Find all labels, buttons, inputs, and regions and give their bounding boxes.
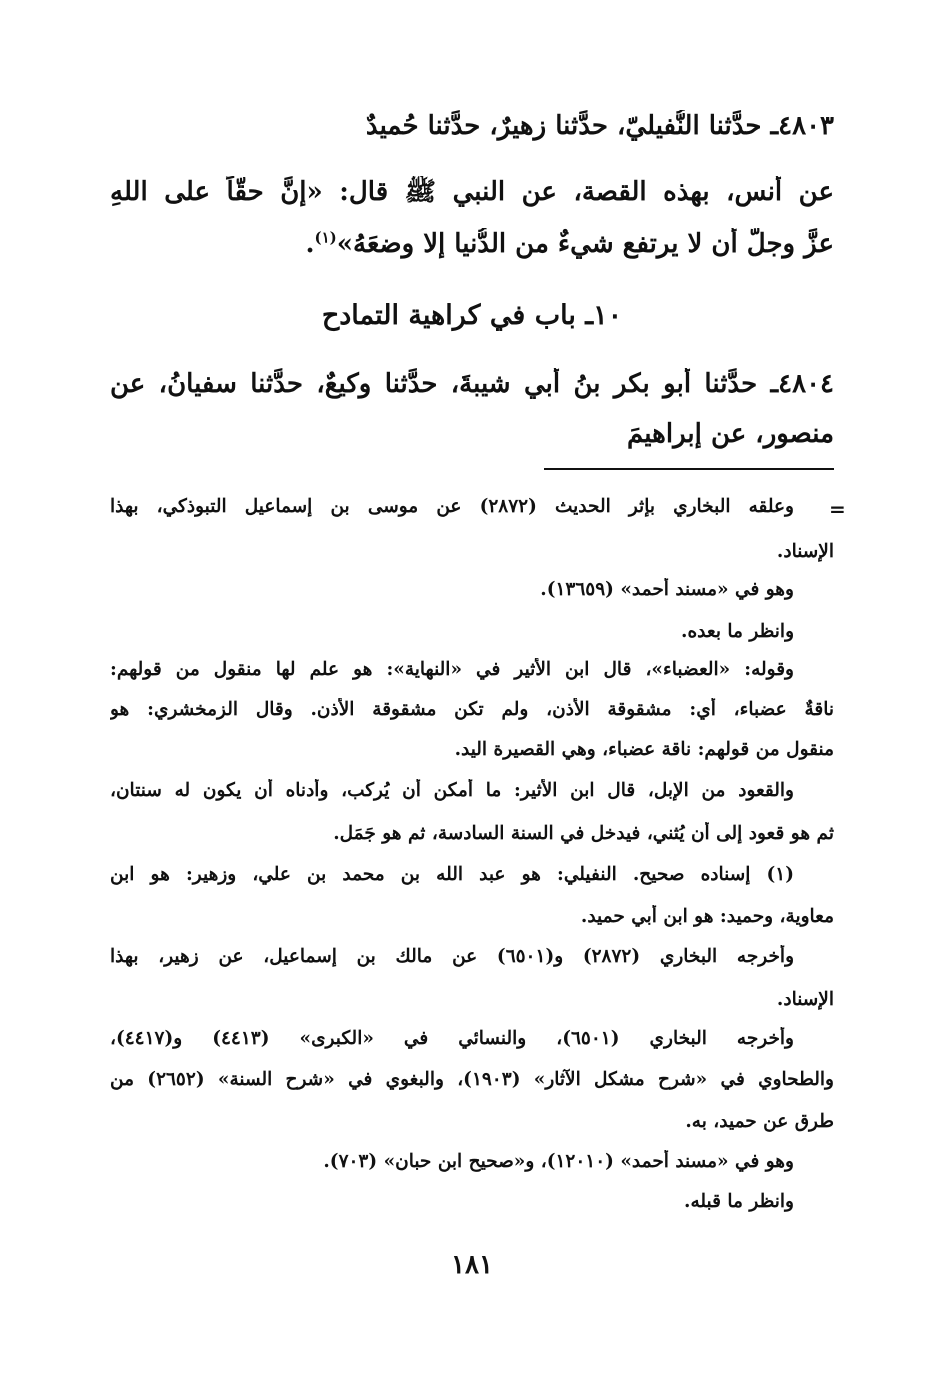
footnote-line: (١) إسناده صحيح. النفيلي: هو عبد الله بن محمد بن علي، وزهير: هو ابن <box>110 864 794 885</box>
chapter-heading: ١٠ـ باب في كراهية التمادح <box>321 300 623 331</box>
footnote-line: والقعود من الإبل، قال ابن الأثير: ما أمكن أن يُركب، وأدناه أن يكون له سنتان، <box>110 780 794 801</box>
continuation-mark: = <box>829 497 846 521</box>
hadith-4804-line-1: ٤٨٠٤ـ حدَّثنا أبو بكر بنُ أبي شيبةَ، حدَّثنا وكيعٌ، حدَّثنا سفيانُ، عن <box>110 369 834 399</box>
footnote-line: ثم هو قعود إلى أن يُثني، فيدخل في السنة السادسة، ثم هو جَمَل. <box>333 823 834 844</box>
hadith-4803-line-2: عن أنس، بهذه القصة، عن النبي ﷺ قال: «إنَّ حقّاً على اللهِ <box>110 177 834 207</box>
footnote-line: وانظر ما قبله. <box>684 1191 794 1212</box>
footnote-line: وانظر ما بعده. <box>681 621 794 642</box>
footnote-line: معاوية، وحميد: هو ابن أبي حميد. <box>580 906 834 927</box>
footnote-line: منقول من قولهم: ناقة عضباء، وهي القصيرة اليد. <box>454 739 834 760</box>
footnote-marker-1: (١) <box>314 228 337 247</box>
footnote-line: الإسناد. <box>776 541 834 562</box>
footnote-line: طرق عن حميد، به. <box>685 1111 834 1132</box>
footnote-line: وقوله: «العضباء»، قال ابن الأثير في «النهاية»: هو علم لها منقول من قولهم: <box>110 659 794 680</box>
footnote-separator <box>544 468 834 470</box>
footnote-line: وأخرجه البخاري (٦٥٠١)، والنسائي في «الكبرى» (٤٤١٣) و(٤٤١٧)، <box>110 1028 794 1049</box>
footnote-line: والطحاوي في «شرح مشكل الآثار» (١٩٠٣)، والبغوي في «شرح السنة» (٢٦٥٢) من <box>110 1069 834 1090</box>
hadith-4804-line-2: منصور، عن إبراهيمَ <box>627 419 834 449</box>
footnote-line: وهو في «مسند أحمد» (١٢٠١٠)، و«صحيح ابن حبان» (٧٠٣). <box>323 1151 794 1172</box>
footnote-line: ناقةٌ عضباء، أي: مشقوقة الأذن، ولم تكن مشقوقة الأذن. وقال الزمخشري: هو <box>110 699 834 720</box>
hadith-4803-line-1: ٤٨٠٣ـ حدَّثنا النُّفيليّ، حدَّثنا زهيرٌ، حدَّثنا حُميدٌ <box>365 111 834 141</box>
footnote-line: وأخرجه البخاري (٢٨٧٢) و(٦٥٠١) عن مالك بن إسماعيل، عن زهير، بهذا <box>110 946 794 967</box>
footnote-line: وعلقه البخاري بإثر الحديث (٢٨٧٢) عن موسى بن إسماعيل التبوذكي، بهذا <box>110 496 794 517</box>
footnote-line: وهو في «مسند أحمد» (١٣٦٥٩). <box>540 579 794 600</box>
page-number: ١٨١ <box>451 1250 493 1280</box>
hadith-4803-line-3-end: . <box>305 229 315 259</box>
hadith-4803-line-3-text: عزَّ وجلَّ أن لا يرتفع شيءٌ من الدُّنيا إلا وضعَهُ» <box>336 229 834 259</box>
footnote-line: الإسناد. <box>776 989 834 1010</box>
hadith-4803-line-3 <box>110 228 834 261</box>
